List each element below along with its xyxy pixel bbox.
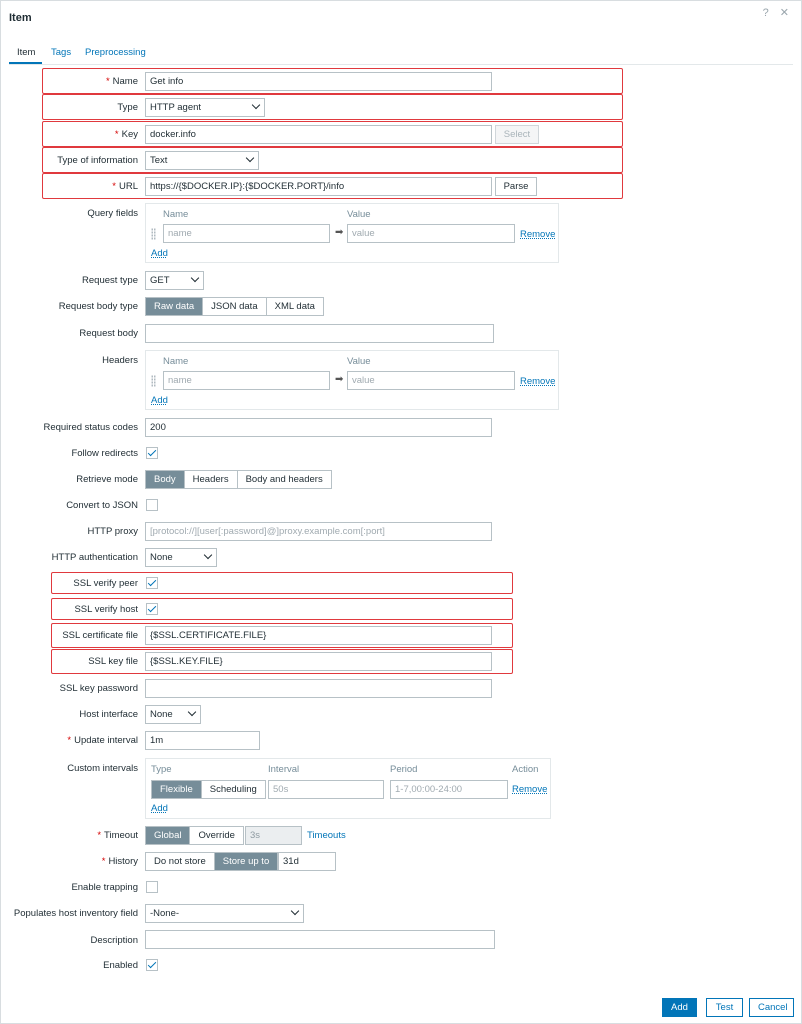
url-label: URL <box>118 181 138 192</box>
ssl-verify-peer-label: SSL verify peer <box>73 578 138 589</box>
ssl-verify-host-checkbox[interactable] <box>146 603 158 615</box>
inventory-select[interactable] <box>145 904 304 923</box>
description-label: Description <box>90 935 138 946</box>
convert-json-label: Convert to JSON <box>66 500 138 511</box>
ci-interval-header: Interval <box>268 764 300 775</box>
type-info-select[interactable] <box>145 151 259 170</box>
add-button[interactable]: Add <box>662 998 697 1017</box>
headers-name-input[interactable]: name <box>163 371 330 390</box>
query-add-link[interactable]: Add <box>151 248 168 259</box>
query-fields-box <box>145 203 559 263</box>
chevron-down-icon <box>252 101 260 109</box>
required-icon: * <box>105 76 110 87</box>
http-auth-label: HTTP authentication <box>51 552 138 563</box>
row-host-interface <box>1 705 802 725</box>
row-history <box>1 852 802 872</box>
ssl-key-pw-input[interactable] <box>145 679 492 698</box>
history-label: History <box>108 856 138 867</box>
override-option[interactable]: Override <box>189 827 242 844</box>
timeout-label: Timeout <box>104 830 138 841</box>
headers-value-header: Value <box>347 356 371 367</box>
request-type-select[interactable] <box>145 271 204 290</box>
trapping-checkbox[interactable] <box>146 881 158 893</box>
row-key <box>1 125 802 145</box>
row-http-auth <box>1 548 802 568</box>
ssl-verify-peer-checkbox[interactable] <box>146 577 158 589</box>
enabled-checkbox[interactable] <box>146 959 158 971</box>
tab-bar <box>9 45 793 65</box>
close-icon[interactable]: ✕ <box>779 7 793 19</box>
headers-label: Headers <box>102 355 138 366</box>
scheduling-option[interactable]: Scheduling <box>201 781 265 798</box>
row-update-interval <box>1 731 802 751</box>
query-value-input[interactable]: value <box>347 224 515 243</box>
arrow-right-icon: ➡ <box>335 374 344 385</box>
required-icon: * <box>97 830 102 841</box>
host-interface-label: Host interface <box>79 709 138 720</box>
http-auth-select[interactable] <box>145 548 217 567</box>
name-label: Name <box>112 76 138 87</box>
row-url <box>1 177 802 197</box>
retrieve-mode-toggle <box>145 470 332 489</box>
request-type-value: GET <box>150 275 170 286</box>
cancel-button[interactable]: Cancel <box>749 998 794 1017</box>
ssl-cert-input[interactable]: {$SSL.CERTIFICATE.FILE} <box>145 626 492 645</box>
raw-data-option[interactable]: Raw data <box>146 298 202 315</box>
query-name-input[interactable]: name <box>163 224 330 243</box>
url-input[interactable]: https://{$DOCKER.IP}:{$DOCKER.PORT}/info <box>145 177 492 196</box>
ssl-verify-host-label: SSL verify host <box>74 604 138 615</box>
tab-tags[interactable]: Tags <box>51 47 72 58</box>
status-codes-input[interactable]: 200 <box>145 418 492 437</box>
timeout-toggle <box>145 826 244 845</box>
http-proxy-input[interactable]: [protocol://][user[:password]@]proxy.example.com[:port] <box>145 522 492 541</box>
ssl-key-label: SSL key file <box>88 656 138 667</box>
query-fields-label: Query fields <box>87 208 138 219</box>
custom-intervals-box <box>145 758 551 819</box>
flexible-option[interactable]: Flexible <box>152 781 201 798</box>
inventory-value: -None- <box>150 908 180 919</box>
headers-option[interactable]: Headers <box>184 471 237 488</box>
history-toggle <box>145 852 278 871</box>
arrow-right-icon: ➡ <box>335 227 344 238</box>
host-interface-value: None <box>150 709 173 720</box>
parse-button[interactable]: Parse <box>495 177 537 196</box>
row-description <box>1 930 802 950</box>
query-name-header: Name <box>163 209 189 220</box>
follow-redirects-checkbox[interactable] <box>146 447 158 459</box>
ci-period-header: Period <box>390 764 418 775</box>
tab-item[interactable]: Item <box>17 47 36 58</box>
request-body-type-toggle <box>145 297 324 316</box>
ssl-cert-label: SSL certificate file <box>62 630 138 641</box>
ci-action-header: Action <box>512 764 539 775</box>
row-status-codes <box>1 418 802 438</box>
active-tab-indicator <box>9 62 42 64</box>
headers-box <box>145 350 559 410</box>
convert-json-checkbox[interactable] <box>146 499 158 511</box>
custom-intervals-label: Custom intervals <box>67 763 138 774</box>
select-button[interactable]: Select <box>495 125 539 144</box>
row-http-proxy <box>1 522 802 542</box>
ssl-key-input[interactable]: {$SSL.KEY.FILE} <box>145 652 492 671</box>
type-label: Type <box>117 102 138 113</box>
body-option[interactable]: Body <box>146 471 184 488</box>
type-value: HTTP agent <box>150 102 202 113</box>
headers-value-input[interactable]: value <box>347 371 515 390</box>
required-icon: * <box>112 181 116 192</box>
chevron-down-icon <box>191 274 199 282</box>
drag-handle-icon[interactable] <box>151 228 156 240</box>
row-convert-json <box>1 496 802 516</box>
row-ssl-verify-peer <box>1 574 802 594</box>
follow-redirects-label: Follow redirects <box>71 448 138 459</box>
timeout-input[interactable]: 3s <box>245 826 302 845</box>
timeouts-link[interactable]: Timeouts <box>307 830 346 841</box>
name-input[interactable]: Get info <box>145 72 492 91</box>
type-info-label: Type of information <box>57 155 138 166</box>
row-follow-redirects <box>1 444 802 464</box>
row-retrieve-mode <box>1 470 802 490</box>
row-inventory <box>1 904 802 924</box>
required-icon: * <box>114 129 119 140</box>
query-value-header: Value <box>347 209 371 220</box>
row-enabled <box>1 956 802 976</box>
store-up-to-option[interactable]: Store up to <box>214 853 277 870</box>
description-textarea[interactable] <box>145 930 495 949</box>
ci-remove-link[interactable]: Remove <box>512 784 548 795</box>
ssl-key-pw-label: SSL key password <box>59 683 138 694</box>
ci-period-input[interactable]: 1-7,00:00-24:00 <box>390 780 508 799</box>
row-ssl-cert <box>1 626 802 646</box>
row-request-body-type <box>1 297 802 317</box>
host-interface-select[interactable] <box>145 705 201 724</box>
row-timeout <box>1 826 802 846</box>
ci-add-link[interactable]: Add <box>151 803 168 814</box>
xml-data-option[interactable]: XML data <box>266 298 323 315</box>
row-request-type <box>1 271 802 291</box>
row-ssl-key <box>1 652 802 672</box>
do-not-store-option[interactable]: Do not store <box>146 853 214 870</box>
key-input[interactable]: docker.info <box>145 125 492 144</box>
chevron-down-icon <box>291 907 299 915</box>
dialog-header-icons <box>763 6 793 19</box>
global-option[interactable]: Global <box>146 827 189 844</box>
request-body-textarea[interactable] <box>145 324 494 343</box>
http-auth-value: None <box>150 552 173 563</box>
row-request-body <box>1 324 802 344</box>
key-label: Key <box>121 129 138 140</box>
status-codes-label: Required status codes <box>43 422 138 433</box>
request-type-label: Request type <box>82 275 138 286</box>
row-name <box>1 72 802 92</box>
history-input[interactable]: 31d <box>278 852 336 871</box>
headers-add-link[interactable]: Add <box>151 395 168 406</box>
retrieve-mode-label: Retrieve mode <box>76 474 138 485</box>
ci-interval-input[interactable]: 50s <box>268 780 384 799</box>
ci-mode-toggle <box>151 780 266 799</box>
enabled-label: Enabled <box>103 960 138 971</box>
chevron-down-icon <box>246 154 254 162</box>
inventory-label: Populates host inventory field <box>13 908 138 919</box>
row-type <box>1 98 802 118</box>
test-button[interactable]: Test <box>706 998 743 1017</box>
tab-preprocessing[interactable]: Preprocessing <box>85 47 146 58</box>
chevron-down-icon <box>188 708 196 716</box>
row-trapping <box>1 878 802 898</box>
drag-handle-icon[interactable] <box>151 375 156 387</box>
headers-remove-link[interactable]: Remove <box>520 376 556 387</box>
trapping-label: Enable trapping <box>71 882 138 893</box>
request-body-label: Request body <box>79 328 138 339</box>
update-interval-label: Update interval <box>74 735 138 746</box>
ci-type-header: Type <box>151 764 172 775</box>
row-type-info <box>1 151 802 171</box>
chevron-down-icon <box>204 551 212 559</box>
required-icon: * <box>67 735 72 746</box>
type-info-value: Text <box>150 155 168 166</box>
headers-name-header: Name <box>163 356 189 367</box>
http-proxy-label: HTTP proxy <box>87 526 138 537</box>
type-select[interactable] <box>145 98 265 117</box>
row-ssl-key-pw <box>1 679 802 699</box>
query-remove-link[interactable]: Remove <box>520 229 556 240</box>
dialog-title: Item <box>9 12 32 24</box>
update-interval-input[interactable]: 1m <box>145 731 260 750</box>
row-ssl-verify-host <box>1 600 802 620</box>
required-icon: * <box>101 856 106 867</box>
help-icon[interactable]: ? <box>762 7 773 19</box>
json-data-option[interactable]: JSON data <box>202 298 265 315</box>
body-and-headers-option[interactable]: Body and headers <box>237 471 331 488</box>
request-body-type-label: Request body type <box>58 301 138 312</box>
